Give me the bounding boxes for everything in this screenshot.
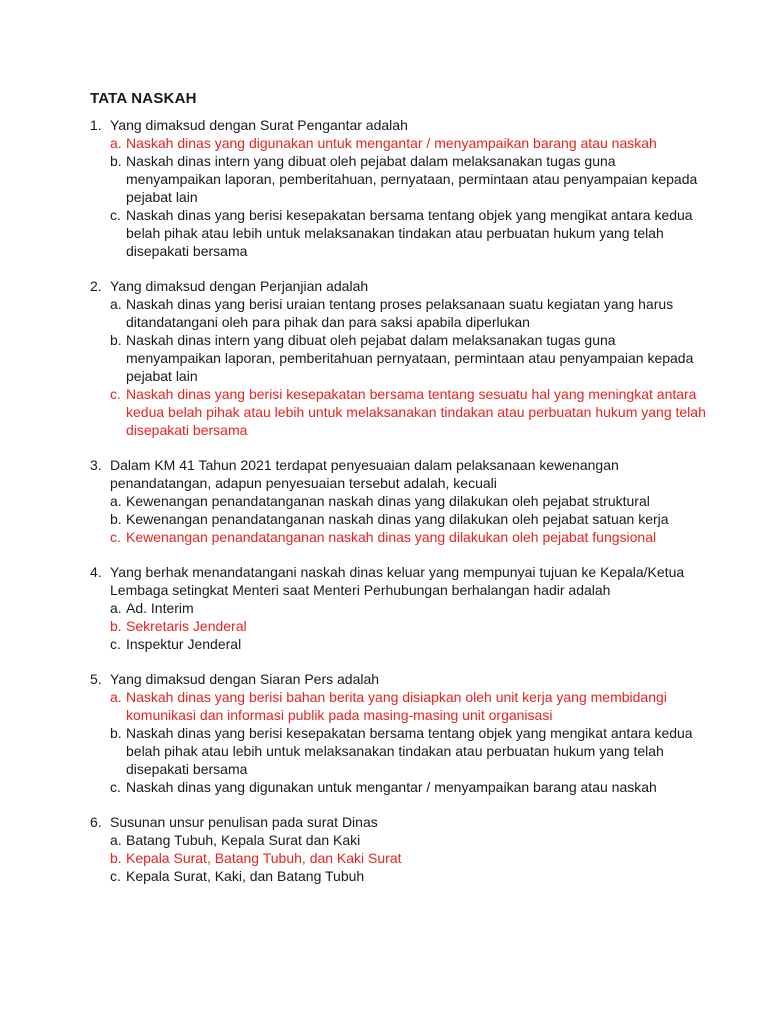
option-correct-answer — [110, 385, 708, 439]
question-number: 6. — [90, 814, 102, 830]
option-letter: a. — [110, 296, 122, 312]
option-letter: c. — [110, 779, 121, 795]
option-list — [90, 831, 708, 885]
document-title: TATA NASKAH — [90, 90, 197, 107]
question-text: Yang dimaksud dengan Perjanjian adalah — [110, 278, 369, 294]
question-item — [90, 277, 708, 439]
option-text: Naskah dinas yang digunakan untuk mengantar / menyampaikan barang atau naskah — [126, 135, 657, 151]
question-number: 2. — [90, 278, 102, 294]
option-letter: c. — [110, 529, 121, 545]
option-text: Naskah dinas yang berisi uraian tentang proses pelaksanaan suatu kegiatan yang harus ditandatangani oleh para pihak dan para saksi apabila diperlukan — [126, 296, 674, 330]
option-correct-answer — [110, 849, 708, 867]
question-row — [90, 456, 708, 492]
option-item — [110, 599, 708, 617]
question-row — [90, 813, 708, 831]
option-letter: a. — [110, 832, 122, 848]
question-row — [90, 563, 708, 599]
option-item — [110, 831, 708, 849]
option-item — [110, 867, 708, 885]
question-row — [90, 670, 708, 688]
option-letter: c. — [110, 207, 121, 223]
option-letter: c. — [110, 868, 121, 884]
option-text: Naskah dinas yang digunakan untuk mengantar / menyampaikan barang atau naskah — [126, 779, 657, 795]
option-list — [90, 134, 708, 260]
option-text: Naskah dinas intern yang dibuat oleh pejabat dalam melaksanakan tugas guna menyampaikan laporan, pemberitahuan pernyataan, permintaan atau penyampaian kepada pejabat lain — [126, 332, 694, 384]
question-row — [90, 116, 708, 134]
option-letter: b. — [110, 618, 122, 634]
question-text: Dalam KM 41 Tahun 2021 terdapat penyesuaian dalam pelaksanaan kewenangan penandatangan, adapun penyesuaian tersebut adalah, kecuali — [110, 457, 619, 491]
question-item — [90, 456, 708, 546]
option-item — [110, 206, 708, 260]
option-item — [110, 510, 708, 528]
option-text: Kewenangan penandatanganan naskah dinas yang dilakukan oleh pejabat satuan kerja — [126, 511, 669, 527]
option-letter: b. — [110, 725, 122, 741]
question-item — [90, 670, 708, 796]
option-text: Sekretaris Jenderal — [126, 618, 247, 634]
option-item — [110, 635, 708, 653]
question-row — [90, 277, 708, 295]
option-item — [110, 724, 708, 778]
option-item — [110, 778, 708, 796]
question-number: 5. — [90, 671, 102, 687]
option-letter: b. — [110, 153, 122, 169]
option-text: Naskah dinas intern yang dibuat oleh pejabat dalam melaksanakan tugas guna menyampaikan laporan, pemberitahuan, pernyataan, permintaan atau penyampaian kepada pejabat lain — [126, 153, 698, 205]
option-item — [110, 492, 708, 510]
option-text: Batang Tubuh, Kepala Surat dan Kaki — [126, 832, 361, 848]
question-item — [90, 813, 708, 885]
question-text: Susunan unsur penulisan pada surat Dinas — [110, 814, 378, 830]
option-list — [90, 295, 708, 439]
option-item — [110, 152, 708, 206]
option-correct-answer — [110, 617, 708, 635]
option-letter: b. — [110, 850, 122, 866]
option-letter: c. — [110, 386, 121, 402]
option-list — [90, 688, 708, 796]
option-letter: a. — [110, 493, 122, 509]
option-text: Ad. Interim — [126, 600, 194, 616]
option-text: Naskah dinas yang berisi kesepakatan bersama tentang sesuatu hal yang meningkat antara kedua belah pihak atau lebih untuk melaksanakan tindakan atau perbuatan hukum yang telah disepakati bersama — [126, 386, 706, 438]
option-list — [90, 599, 708, 653]
option-text: Naskah dinas yang berisi kesepakatan bersama tentang objek yang mengikat antara kedua belah pihak atau lebih untuk melaksanakan tindakan atau perbuatan hukum yang telah disepakati bersama — [126, 207, 693, 259]
option-text: Naskah dinas yang berisi bahan berita yang disiapkan oleh unit kerja yang membidangi komunikasi dan informasi publik pada masing-masing unit organisasi — [126, 689, 667, 723]
option-text: Naskah dinas yang berisi kesepakatan bersama tentang objek yang mengikat antara kedua belah pihak atau lebih untuk melaksanakan tindakan atau perbuatan hukum yang telah disepakati bersama — [126, 725, 693, 777]
option-text: Kewenangan penandatanganan naskah dinas yang dilakukan oleh pejabat fungsional — [126, 529, 657, 545]
question-item — [90, 116, 708, 260]
question-list — [90, 116, 708, 885]
option-correct-answer — [110, 134, 708, 152]
question-text: Yang dimaksud dengan Siaran Pers adalah — [110, 671, 380, 687]
option-text: Kepala Surat, Kaki, dan Batang Tubuh — [126, 868, 365, 884]
option-letter: b. — [110, 332, 122, 348]
option-letter: a. — [110, 135, 122, 151]
option-letter: b. — [110, 511, 122, 527]
option-text: Kepala Surat, Batang Tubuh, dan Kaki Surat — [126, 850, 402, 866]
option-correct-answer — [110, 688, 708, 724]
option-text: Inspektur Jenderal — [126, 636, 242, 652]
option-letter: a. — [110, 689, 122, 705]
option-text: Kewenangan penandatanganan naskah dinas yang dilakukan oleh pejabat struktural — [126, 493, 650, 509]
option-item — [110, 331, 708, 385]
question-text: Yang dimaksud dengan Surat Pengantar adalah — [110, 117, 408, 133]
question-text: Yang berhak menandatangani naskah dinas keluar yang mempunyai tujuan ke Kepala/Ketua Lembaga setingkat Menteri saat Menteri Perhubungan berhalangan hadir adalah — [110, 564, 685, 598]
option-letter: c. — [110, 636, 121, 652]
option-list — [90, 492, 708, 546]
question-number: 4. — [90, 564, 102, 580]
option-letter: a. — [110, 600, 122, 616]
option-item — [110, 295, 708, 331]
option-correct-answer — [110, 528, 708, 546]
question-number: 3. — [90, 457, 102, 473]
question-number: 1. — [90, 117, 102, 133]
question-item — [90, 563, 708, 653]
